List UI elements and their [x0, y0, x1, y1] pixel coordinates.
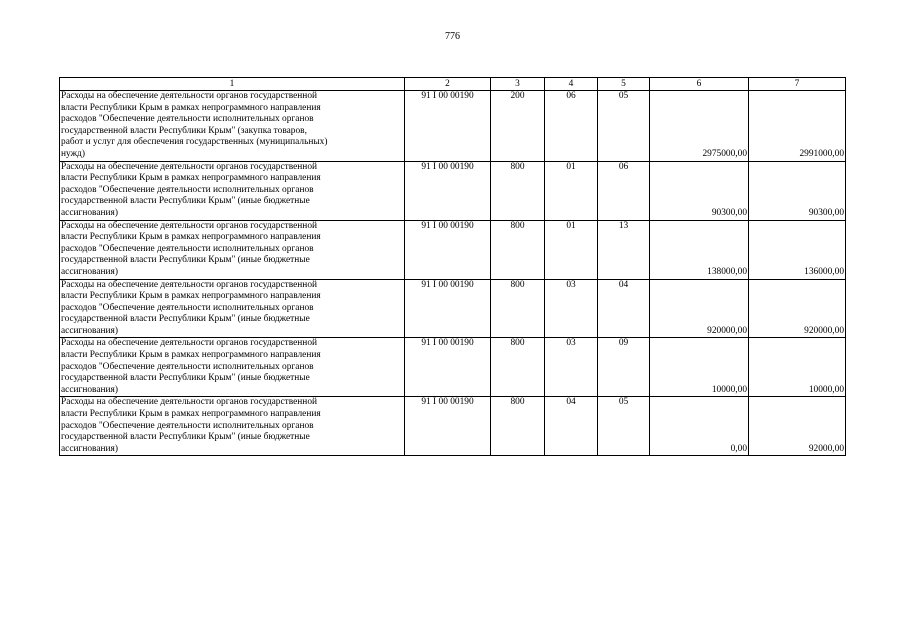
expense-description-cell	[60, 279, 405, 338]
table-row	[60, 338, 846, 397]
expense-description-line: государственной власти Республики Крым" (иные бюджетные	[61, 314, 310, 325]
column-header-7: 7	[749, 78, 846, 91]
expense-type-cell: 800	[491, 161, 545, 220]
section-cell: 03	[545, 279, 598, 338]
expense-description-cell	[60, 161, 405, 220]
expense-description-line: государственной власти Республики Крым" (иные бюджетные	[61, 255, 310, 266]
expense-description-line: расходов "Обеспечение деятельности исполнительных органов	[61, 361, 314, 372]
budget-table	[59, 77, 846, 456]
amount-column-6-cell: 90300,00	[650, 161, 749, 220]
target-article-code-cell: 91 I 00 00190	[405, 279, 491, 338]
expense-type-cell: 800	[491, 279, 545, 338]
column-header-5: 5	[598, 78, 650, 91]
column-header-6: 6	[650, 78, 749, 91]
table-body	[60, 91, 846, 456]
amount-column-7-cell: 90300,00	[749, 161, 846, 220]
subsection-cell: 09	[598, 338, 650, 397]
expense-description-line: ассигнования)	[61, 443, 118, 454]
expense-description-line: власти Республики Крым в рамках непрограммного направления	[61, 102, 321, 113]
amount-column-7-cell: 136000,00	[749, 220, 846, 279]
target-article-code-cell: 91 I 00 00190	[405, 161, 491, 220]
expense-description-line: ассигнования)	[61, 266, 118, 277]
expense-description-line: Расходы на обеспечение деятельности органов государственной	[61, 397, 318, 408]
amount-column-6-cell: 2975000,00	[650, 91, 749, 162]
page-number: 776	[445, 31, 460, 42]
section-cell: 01	[545, 161, 598, 220]
expense-description-line: ассигнования)	[61, 384, 118, 395]
expense-description-line: расходов "Обеспечение деятельности исполнительных органов	[61, 243, 314, 254]
table-row	[60, 161, 846, 220]
expense-description-cell	[60, 220, 405, 279]
expense-description-line: Расходы на обеспечение деятельности органов государственной	[61, 91, 318, 101]
expense-description-line: расходов "Обеспечение деятельности исполнительных органов	[61, 302, 314, 313]
column-header-3: 3	[491, 78, 545, 91]
expense-description-cell	[60, 338, 405, 397]
target-article-code-cell: 91 I 00 00190	[405, 338, 491, 397]
expense-description-line: расходов "Обеспечение деятельности исполнительных органов	[61, 114, 314, 125]
subsection-cell: 04	[598, 279, 650, 338]
column-header-2: 2	[405, 78, 491, 91]
expense-description-line: ассигнования)	[61, 207, 118, 218]
expense-description-line: власти Республики Крым в рамках непрограммного направления	[61, 291, 321, 302]
table-row	[60, 220, 846, 279]
column-header-4: 4	[545, 78, 598, 91]
expense-description-line: Расходы на обеспечение деятельности органов государственной	[61, 279, 318, 290]
target-article-code-cell: 91 I 00 00190	[405, 220, 491, 279]
expense-type-cell: 800	[491, 397, 545, 456]
section-cell: 03	[545, 338, 598, 397]
expense-description-line: нужд)	[61, 148, 85, 159]
expense-description-line: ассигнования)	[61, 325, 118, 336]
section-cell: 01	[545, 220, 598, 279]
expense-description-line: власти Республики Крым в рамках непрограммного направления	[61, 173, 321, 184]
expense-description-line: государственной власти Республики Крым" (иные бюджетные	[61, 432, 310, 443]
expense-description-cell	[60, 91, 405, 162]
section-cell: 04	[545, 397, 598, 456]
expense-description-line: расходов "Обеспечение деятельности исполнительных органов	[61, 420, 314, 431]
expense-type-cell: 800	[491, 338, 545, 397]
expense-description-line: государственной власти Республики Крым" (иные бюджетные	[61, 196, 310, 207]
amount-column-7-cell: 920000,00	[749, 279, 846, 338]
subsection-cell: 13	[598, 220, 650, 279]
expense-description-line: государственной власти Республики Крым" (закупка товаров,	[61, 125, 307, 136]
amount-column-7-cell: 10000,00	[749, 338, 846, 397]
expense-description-line: расходов "Обеспечение деятельности исполнительных органов	[61, 184, 314, 195]
target-article-code-cell: 91 I 00 00190	[405, 91, 491, 162]
column-header-1: 1	[60, 78, 405, 91]
expense-description-line: работ и услуг для обеспечения государственных (муниципальных)	[61, 137, 328, 148]
table-header-row	[60, 78, 846, 91]
table-row	[60, 397, 846, 456]
amount-column-7-cell: 2991000,00	[749, 91, 846, 162]
expense-description-line: государственной власти Республики Крым" (иные бюджетные	[61, 373, 310, 384]
amount-column-6-cell: 138000,00	[650, 220, 749, 279]
amount-column-7-cell: 92000,00	[749, 397, 846, 456]
expense-type-cell: 800	[491, 220, 545, 279]
amount-column-6-cell: 920000,00	[650, 279, 749, 338]
section-cell: 06	[545, 91, 598, 162]
expense-description-line: власти Республики Крым в рамках непрограммного направления	[61, 350, 321, 361]
expense-description-line: Расходы на обеспечение деятельности органов государственной	[61, 161, 318, 172]
table-row	[60, 91, 846, 162]
target-article-code-cell: 91 I 00 00190	[405, 397, 491, 456]
subsection-cell: 05	[598, 91, 650, 162]
subsection-cell: 05	[598, 397, 650, 456]
table-row	[60, 279, 846, 338]
expense-description-line: Расходы на обеспечение деятельности органов государственной	[61, 338, 318, 349]
amount-column-6-cell: 0,00	[650, 397, 749, 456]
expense-type-cell: 200	[491, 91, 545, 162]
amount-column-6-cell: 10000,00	[650, 338, 749, 397]
subsection-cell: 06	[598, 161, 650, 220]
expense-description-cell	[60, 397, 405, 456]
expense-description-line: власти Республики Крым в рамках непрограммного направления	[61, 409, 321, 420]
expense-description-line: власти Республики Крым в рамках непрограммного направления	[61, 232, 321, 243]
expense-description-line: Расходы на обеспечение деятельности органов государственной	[61, 220, 318, 231]
